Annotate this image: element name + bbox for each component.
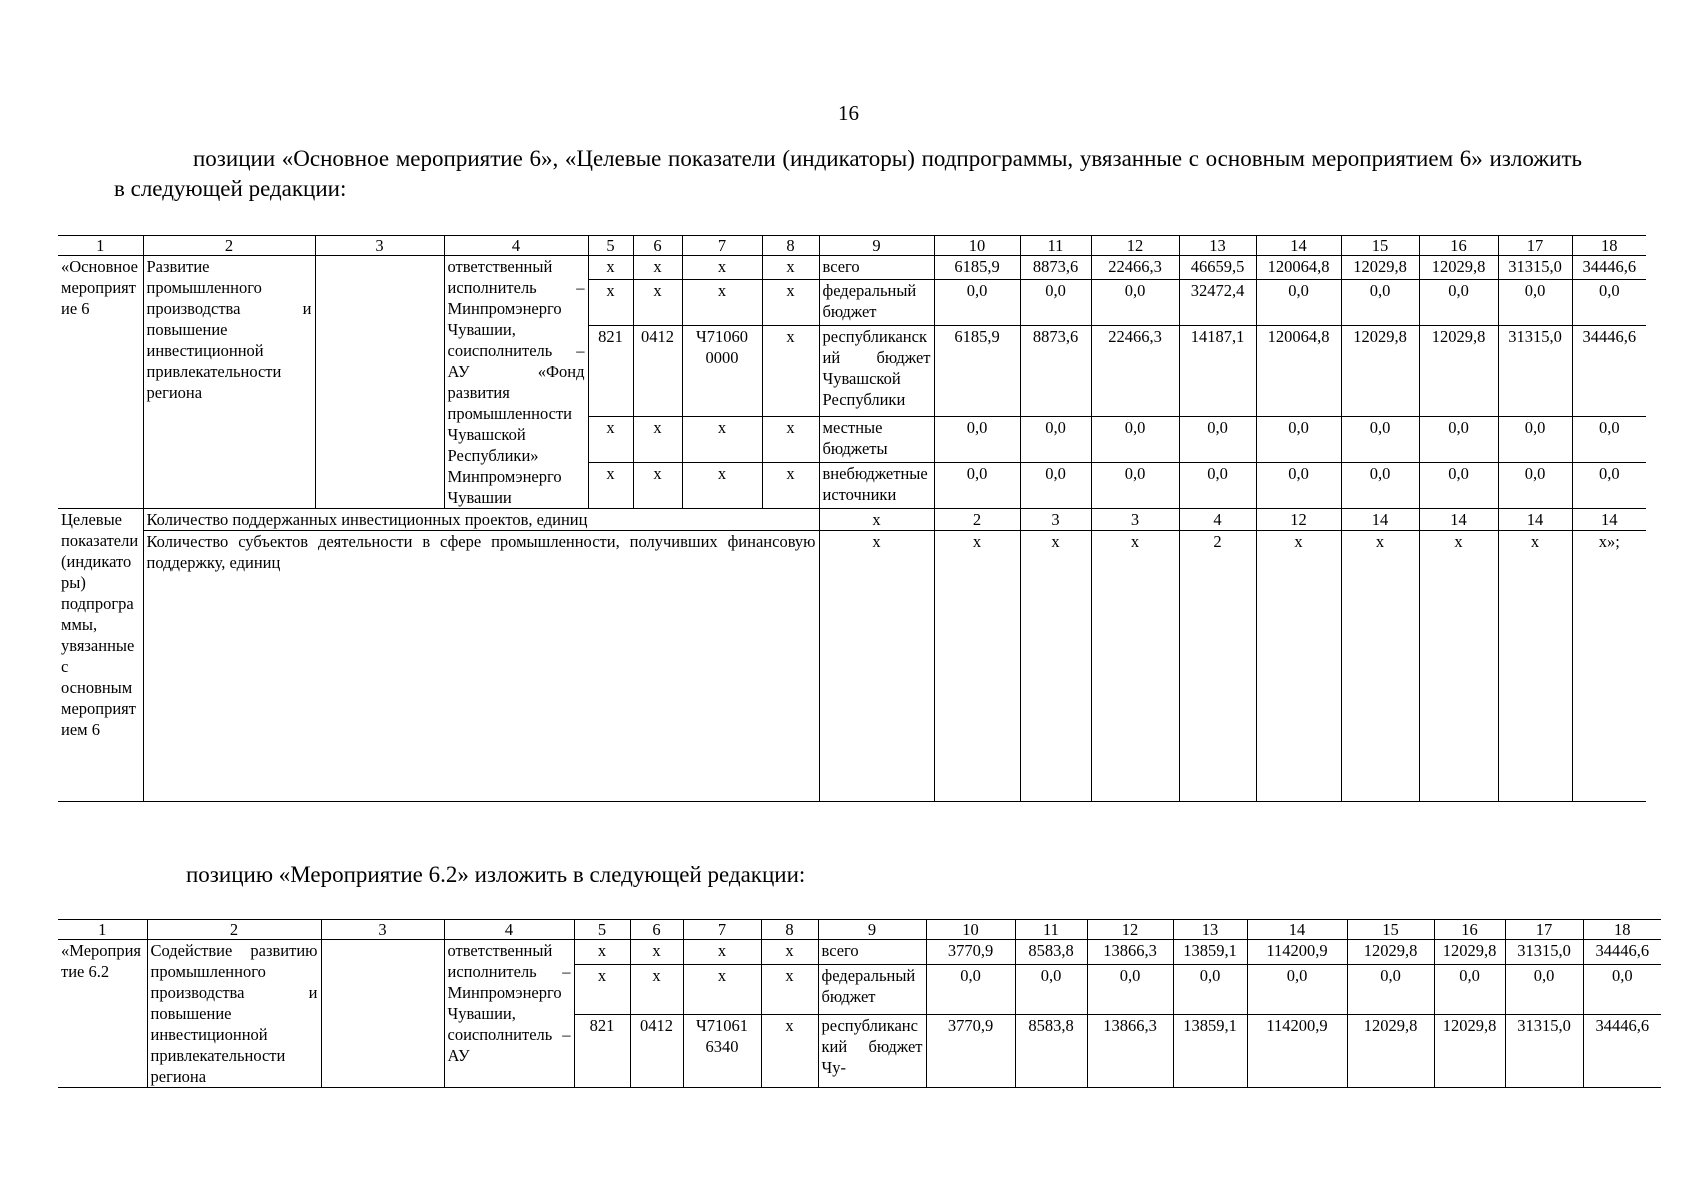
amount-cell: 31315,0 <box>1505 940 1583 965</box>
column-number: 1 <box>58 236 143 256</box>
column-number: 4 <box>444 920 574 940</box>
code-cell: x <box>762 462 819 508</box>
amount-cell: 34446,6 <box>1583 1014 1661 1087</box>
amount-cell: 6185,9 <box>934 325 1020 416</box>
second-paragraph: позицию «Мероприятие 6.2» изложить в следующей редакции: <box>186 862 806 887</box>
activity-title: Содействие развитию промышленного производства и повышение инвестиционной привлекательности региона <box>147 940 321 1088</box>
code-cell: x <box>633 416 682 462</box>
code-cell: x <box>574 940 630 965</box>
indicator-value: 14 <box>1572 509 1646 531</box>
amount-cell: 0,0 <box>1256 279 1341 325</box>
amount-cell: 0,0 <box>934 279 1020 325</box>
column-number: 12 <box>1091 236 1179 256</box>
amount-cell: 6185,9 <box>934 256 1020 280</box>
intro-paragraph: позиции «Основное мероприятие 6», «Целевые показатели (индикаторы) подпрограммы, увязанные с основным мероприятием 6» изложить в следующей редакции: <box>114 146 1582 201</box>
amount-cell: 0,0 <box>1020 416 1091 462</box>
funding-source: всего <box>819 256 934 280</box>
amount-cell: 12029,8 <box>1419 325 1498 416</box>
column-number: 10 <box>934 236 1020 256</box>
code-cell: Ч71060 0000 <box>682 325 762 416</box>
indicator-row <box>58 531 1646 802</box>
amount-cell: 34446,6 <box>1583 940 1661 965</box>
amount-cell: 0,0 <box>1179 416 1256 462</box>
code-cell: Ч71061 6340 <box>683 1014 761 1087</box>
code-cell: x <box>762 256 819 280</box>
amount-cell: 0,0 <box>1341 416 1419 462</box>
amount-cell: 0,0 <box>1020 279 1091 325</box>
code-cell: 0412 <box>633 325 682 416</box>
indicator-value: 14 <box>1341 509 1419 531</box>
column-number: 18 <box>1583 920 1661 940</box>
funding-row <box>58 940 1661 965</box>
indicator-value: 2 <box>934 509 1020 531</box>
indicator-row <box>58 509 1646 531</box>
amount-cell: 31315,0 <box>1505 1014 1583 1087</box>
code-cell: x <box>633 256 682 280</box>
indicator-value: 14 <box>1419 509 1498 531</box>
column-number: 13 <box>1173 920 1247 940</box>
indicator-marker: x <box>819 509 934 531</box>
column-number: 1 <box>58 920 147 940</box>
amount-cell: 0,0 <box>1341 279 1419 325</box>
column-number-row <box>58 236 1646 256</box>
indicators-label: Целевые показатели (индикаторы) подпрограммы, увязанные с основным мероприятием 6 <box>58 509 143 802</box>
code-cell: x <box>588 462 633 508</box>
amount-cell: 12029,8 <box>1347 1014 1434 1087</box>
amount-cell: 34446,6 <box>1572 325 1646 416</box>
column-number: 2 <box>143 236 315 256</box>
column-number-row <box>58 920 1661 940</box>
executor-cell: ответственный исполнитель – Минпромэнерго Чувашии, соисполнитель – АУ «Фонд развития промышленности Чувашской Республики» Минпромэнерго Чувашии <box>444 256 588 509</box>
amount-cell: 0,0 <box>1020 462 1091 508</box>
empty-cell <box>321 940 444 1088</box>
amount-cell: 0,0 <box>1419 279 1498 325</box>
amount-cell: 0,0 <box>1572 279 1646 325</box>
indicator-value: x <box>934 531 1020 802</box>
amount-cell: 0,0 <box>1247 965 1347 1014</box>
amount-cell: 120064,8 <box>1256 325 1341 416</box>
amount-cell: 0,0 <box>1341 462 1419 508</box>
amount-cell: 13859,1 <box>1173 1014 1247 1087</box>
indicator-value: x <box>1256 531 1341 802</box>
funding-source: республиканский бюджет Чувашской Республики <box>819 325 934 416</box>
code-cell: x <box>588 416 633 462</box>
indicator-value: x <box>1419 531 1498 802</box>
column-number: 15 <box>1341 236 1419 256</box>
amount-cell: 12029,8 <box>1341 325 1419 416</box>
amount-cell: 0,0 <box>1498 416 1572 462</box>
code-cell: x <box>762 416 819 462</box>
funding-source: федеральный бюджет <box>819 279 934 325</box>
code-cell: x <box>762 279 819 325</box>
amount-cell: 22466,3 <box>1091 256 1179 280</box>
amount-cell: 12029,8 <box>1434 1014 1505 1087</box>
empty-cell <box>315 256 444 509</box>
amount-cell: 32472,4 <box>1179 279 1256 325</box>
column-number: 9 <box>819 236 934 256</box>
amount-cell: 3770,9 <box>926 1014 1015 1087</box>
amount-cell: 13859,1 <box>1173 940 1247 965</box>
indicator-value: 14 <box>1498 509 1572 531</box>
column-number: 18 <box>1572 236 1646 256</box>
code-cell: 0412 <box>630 1014 683 1087</box>
amount-cell: 12029,8 <box>1419 256 1498 280</box>
amount-cell: 8583,8 <box>1015 1014 1087 1087</box>
code-cell: x <box>633 462 682 508</box>
indicator-text: Количество субъектов деятельности в сфере промышленности, получивших финансовую поддержку, единиц <box>143 531 819 802</box>
code-cell: 821 <box>574 1014 630 1087</box>
code-cell: x <box>682 416 762 462</box>
code-cell: x <box>588 279 633 325</box>
amount-cell: 3770,9 <box>926 940 1015 965</box>
funding-table-activity-6-2 <box>58 919 1661 1088</box>
code-cell: x <box>630 965 683 1014</box>
column-number: 3 <box>321 920 444 940</box>
amount-cell: 8583,8 <box>1015 940 1087 965</box>
amount-cell: 12029,8 <box>1347 940 1434 965</box>
amount-cell: 114200,9 <box>1247 1014 1347 1087</box>
column-number: 14 <box>1256 236 1341 256</box>
activity-name: «Основное мероприятие 6 <box>58 256 143 509</box>
indicator-text: Количество поддержанных инвестиционных проектов, единиц <box>143 509 819 531</box>
amount-cell: 31315,0 <box>1498 325 1572 416</box>
amount-cell: 0,0 <box>1015 965 1087 1014</box>
amount-cell: 0,0 <box>1347 965 1434 1014</box>
column-number: 16 <box>1419 236 1498 256</box>
activity-name: «Мероприятие 6.2 <box>58 940 147 1088</box>
amount-cell: 34446,6 <box>1572 256 1646 280</box>
executor-cell: ответственный исполнитель – Минпромэнерго Чувашии, соисполнитель – АУ <box>444 940 574 1088</box>
amount-cell: 0,0 <box>1087 965 1173 1014</box>
column-number: 13 <box>1179 236 1256 256</box>
amount-cell: 0,0 <box>1419 416 1498 462</box>
code-cell: x <box>574 965 630 1014</box>
column-number: 6 <box>630 920 683 940</box>
amount-cell: 0,0 <box>934 462 1020 508</box>
indicator-value: x»; <box>1572 531 1646 802</box>
column-number: 2 <box>147 920 321 940</box>
funding-source: местные бюджеты <box>819 416 934 462</box>
activity-title: Развитие промышленного производства и повышение инвестиционной привлекательности региона <box>143 256 315 509</box>
page-number: 16 <box>838 101 859 125</box>
column-number: 4 <box>444 236 588 256</box>
indicator-value: 2 <box>1179 531 1256 802</box>
amount-cell: 22466,3 <box>1091 325 1179 416</box>
amount-cell: 0,0 <box>1434 965 1505 1014</box>
amount-cell: 0,0 <box>1173 965 1247 1014</box>
indicator-value: x <box>1091 531 1179 802</box>
column-number: 7 <box>682 236 762 256</box>
amount-cell: 0,0 <box>1498 462 1572 508</box>
indicator-value: x <box>1498 531 1572 802</box>
amount-cell: 13866,3 <box>1087 1014 1173 1087</box>
indicator-marker: x <box>819 531 934 802</box>
column-number: 14 <box>1247 920 1347 940</box>
funding-source: федеральный бюджет <box>818 965 926 1014</box>
column-number: 12 <box>1087 920 1173 940</box>
column-number: 9 <box>818 920 926 940</box>
column-number: 11 <box>1015 920 1087 940</box>
amount-cell: 114200,9 <box>1247 940 1347 965</box>
code-cell: x <box>682 279 762 325</box>
amount-cell: 0,0 <box>1583 965 1661 1014</box>
code-cell: x <box>682 462 762 508</box>
column-number: 6 <box>633 236 682 256</box>
column-number: 11 <box>1020 236 1091 256</box>
code-cell: x <box>633 279 682 325</box>
amount-cell: 0,0 <box>1256 416 1341 462</box>
amount-cell: 0,0 <box>934 416 1020 462</box>
code-cell: x <box>762 325 819 416</box>
column-number: 8 <box>761 920 818 940</box>
code-cell: x <box>683 965 761 1014</box>
funding-row <box>58 256 1646 280</box>
code-cell: 821 <box>588 325 633 416</box>
amount-cell: 0,0 <box>1505 965 1583 1014</box>
column-number: 17 <box>1498 236 1572 256</box>
amount-cell: 0,0 <box>1572 416 1646 462</box>
amount-cell: 0,0 <box>926 965 1015 1014</box>
indicator-value: 4 <box>1179 509 1256 531</box>
amount-cell: 0,0 <box>1091 462 1179 508</box>
code-cell: x <box>761 940 818 965</box>
code-cell: x <box>683 940 761 965</box>
amount-cell: 0,0 <box>1419 462 1498 508</box>
column-number: 15 <box>1347 920 1434 940</box>
indicator-value: x <box>1020 531 1091 802</box>
column-number: 5 <box>574 920 630 940</box>
funding-source: внебюджетные источники <box>819 462 934 508</box>
funding-source: всего <box>818 940 926 965</box>
amount-cell: 8873,6 <box>1020 256 1091 280</box>
amount-cell: 120064,8 <box>1256 256 1341 280</box>
indicator-value: x <box>1341 531 1419 802</box>
amount-cell: 12029,8 <box>1434 940 1505 965</box>
column-number: 10 <box>926 920 1015 940</box>
amount-cell: 0,0 <box>1256 462 1341 508</box>
code-cell: x <box>761 1014 818 1087</box>
funding-source: республиканский бюджет Чу- <box>818 1014 926 1087</box>
indicator-value: 3 <box>1091 509 1179 531</box>
amount-cell: 8873,6 <box>1020 325 1091 416</box>
amount-cell: 0,0 <box>1498 279 1572 325</box>
code-cell: x <box>588 256 633 280</box>
column-number: 5 <box>588 236 633 256</box>
indicator-value: 3 <box>1020 509 1091 531</box>
funding-table-main-activity-6 <box>58 235 1646 802</box>
amount-cell: 0,0 <box>1572 462 1646 508</box>
amount-cell: 14187,1 <box>1179 325 1256 416</box>
column-number: 3 <box>315 236 444 256</box>
code-cell: x <box>630 940 683 965</box>
indicator-value: 12 <box>1256 509 1341 531</box>
amount-cell: 13866,3 <box>1087 940 1173 965</box>
code-cell: x <box>682 256 762 280</box>
amount-cell: 0,0 <box>1179 462 1256 508</box>
column-number: 16 <box>1434 920 1505 940</box>
amount-cell: 31315,0 <box>1498 256 1572 280</box>
column-number: 17 <box>1505 920 1583 940</box>
code-cell: x <box>761 965 818 1014</box>
amount-cell: 0,0 <box>1091 416 1179 462</box>
column-number: 8 <box>762 236 819 256</box>
amount-cell: 0,0 <box>1091 279 1179 325</box>
amount-cell: 12029,8 <box>1341 256 1419 280</box>
column-number: 7 <box>683 920 761 940</box>
amount-cell: 46659,5 <box>1179 256 1256 280</box>
